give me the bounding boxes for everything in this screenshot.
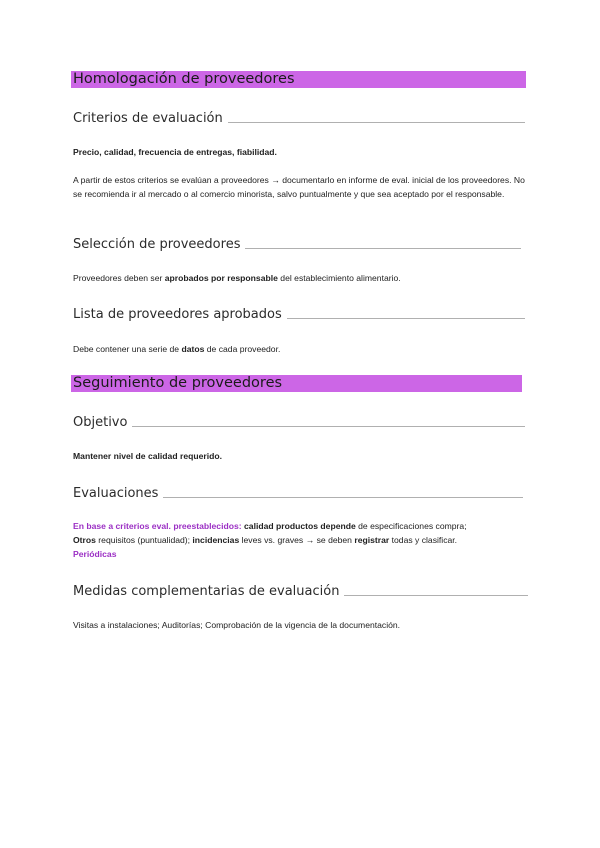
section-title-seguimiento: Seguimiento de proveedores (71, 375, 522, 392)
evaluaciones-text-2: requisitos (puntualidad); (95, 535, 193, 545)
heading-rule (287, 318, 525, 319)
heading-rule (228, 122, 525, 123)
heading-objetivo-label: Objetivo (73, 415, 128, 430)
heading-criterios-label: Criterios de evaluación (73, 111, 223, 126)
heading-evaluaciones (73, 483, 523, 501)
criterios-list: Precio, calidad, frecuencia de entregas, fiabilidad. (73, 147, 277, 157)
evaluaciones-text-4: todas y clasificar. (389, 535, 458, 545)
heading-rule (132, 426, 525, 427)
heading-evaluaciones-label: Evaluaciones (73, 486, 159, 501)
medidas-text: Visitas a instalaciones; Auditorías; Comprobación de la vigencia de la documentación. (73, 620, 401, 630)
criterios-paragraph: A partir de estos criterios se evalúan a proveedores → documentarlo en informe de eval. inicial de los proveedores. No se recomienda ir al mercado o al comercio minorista, salvo puntualmente y que sea aceptado por el responsable. (73, 175, 525, 199)
seleccion-paragraph (73, 271, 528, 285)
heading-rule (245, 248, 521, 249)
heading-medidas (73, 581, 528, 599)
evaluaciones-bold-4: registrar (354, 535, 390, 545)
evaluaciones-purple-1: En base a criterios eval. preestablecidos: (73, 521, 242, 531)
evaluaciones-bold-1: calidad productos depende (244, 521, 356, 531)
heading-criterios (73, 108, 525, 126)
evaluaciones-paragraph (73, 519, 528, 561)
evaluaciones-bold-2: Otros (73, 535, 96, 545)
lista-text-2: de cada proveedor. (204, 344, 281, 354)
seleccion-text-2: del establecimiento alimentario. (277, 273, 401, 283)
heading-seleccion-label: Selección de proveedores (73, 237, 241, 252)
heading-objetivo (73, 412, 525, 430)
heading-lista (73, 304, 525, 322)
lista-text-1: Debe contener una serie de (73, 344, 182, 354)
evaluaciones-text-3: leves vs. graves → se deben (239, 535, 355, 545)
heading-lista-label: Lista de proveedores aprobados (73, 307, 282, 322)
evaluaciones-bold-3: incidencias (192, 535, 240, 545)
heading-rule (344, 595, 528, 596)
section-title-homologacion: Homologación de proveedores (71, 71, 526, 88)
evaluaciones-purple-2: Periódicas (73, 549, 117, 559)
heading-medidas-label: Medidas complementarias de evaluación (73, 584, 340, 599)
heading-rule (163, 497, 523, 498)
seleccion-bold-1: aprobados por responsable (164, 273, 278, 283)
evaluaciones-text-1: de especificaciones compra; (355, 521, 467, 531)
objetivo-text: Mantener nivel de calidad requerido. (73, 451, 222, 461)
heading-seleccion (73, 234, 521, 252)
seleccion-text-1: Proveedores deben ser (73, 273, 165, 283)
lista-bold-1: datos (181, 344, 205, 354)
lista-paragraph (73, 342, 528, 356)
